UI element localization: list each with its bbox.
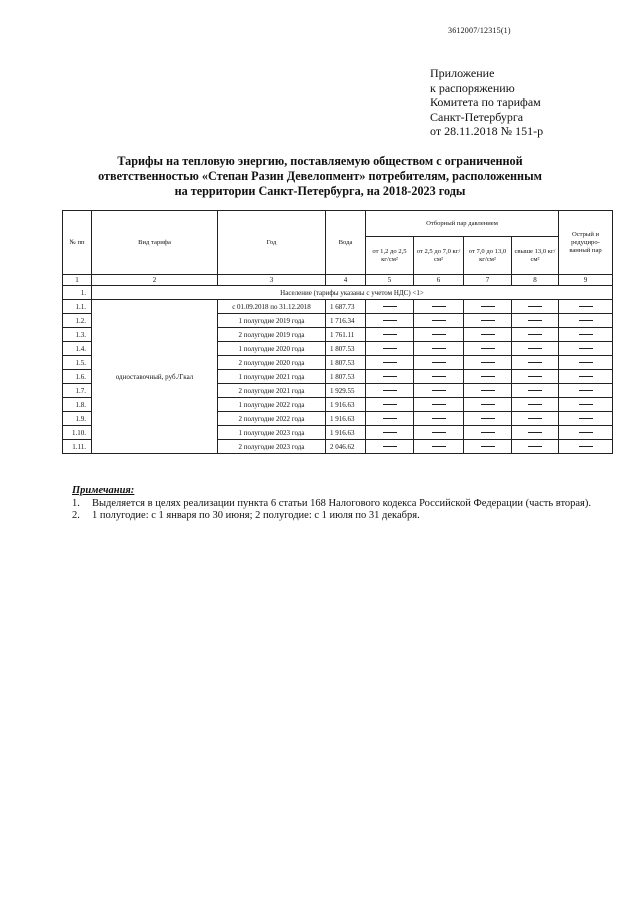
dash-mark bbox=[481, 376, 495, 377]
appendix-line: к распоряжению bbox=[430, 80, 515, 95]
water-value-cell: 1 929.55 bbox=[326, 384, 366, 398]
appendix-block bbox=[430, 66, 543, 139]
dash-mark bbox=[579, 446, 593, 447]
dash-mark bbox=[481, 320, 495, 321]
table-row bbox=[63, 300, 613, 314]
dash-mark bbox=[528, 306, 542, 307]
empty-value-cell bbox=[559, 412, 613, 426]
dash-mark bbox=[528, 362, 542, 363]
empty-value-cell bbox=[512, 342, 559, 356]
period-cell: 2 полугодие 2019 года bbox=[218, 328, 326, 342]
column-number: 6 bbox=[414, 275, 464, 286]
water-value-cell: 1 716.34 bbox=[326, 314, 366, 328]
dash-mark bbox=[383, 418, 397, 419]
column-number: 2 bbox=[92, 275, 218, 286]
dash-mark bbox=[579, 404, 593, 405]
empty-value-cell bbox=[414, 440, 464, 454]
header-sharp-steam: Острый и редуциро-ванный пар bbox=[559, 211, 613, 275]
appendix-line: Комитета по тарифам bbox=[430, 95, 541, 109]
header-water: Вода bbox=[326, 211, 366, 275]
water-value-cell: 1 807.53 bbox=[326, 370, 366, 384]
empty-value-cell bbox=[464, 384, 512, 398]
period-cell: с 01.09.2018 по 31.12.2018 bbox=[218, 300, 326, 314]
row-number: 1.5. bbox=[63, 356, 92, 370]
empty-value-cell bbox=[414, 426, 464, 440]
empty-value-cell bbox=[464, 398, 512, 412]
row-number: 1.11. bbox=[63, 440, 92, 454]
note-number: 1. bbox=[72, 497, 80, 509]
empty-value-cell bbox=[559, 370, 613, 384]
dash-mark bbox=[383, 404, 397, 405]
header-year: Год bbox=[218, 211, 326, 275]
section-row bbox=[63, 286, 613, 300]
dash-mark bbox=[432, 446, 446, 447]
dash-mark bbox=[579, 432, 593, 433]
dash-mark bbox=[528, 446, 542, 447]
empty-value-cell bbox=[414, 328, 464, 342]
column-number: 9 bbox=[559, 275, 613, 286]
header-steam-2: от 2,5 до 7,0 кг/см² bbox=[414, 237, 464, 275]
period-cell: 1 полугодие 2023 года bbox=[218, 426, 326, 440]
tariffs-table bbox=[62, 210, 613, 454]
dash-mark bbox=[481, 348, 495, 349]
dash-mark bbox=[481, 334, 495, 335]
dash-mark bbox=[481, 390, 495, 391]
notes-title: Примечания: bbox=[72, 485, 135, 496]
note-item bbox=[72, 498, 591, 511]
document-title bbox=[70, 154, 570, 199]
empty-value-cell bbox=[559, 426, 613, 440]
water-value-cell: 1 807.53 bbox=[326, 342, 366, 356]
dash-mark bbox=[579, 348, 593, 349]
column-number: 5 bbox=[366, 275, 414, 286]
empty-value-cell bbox=[464, 426, 512, 440]
empty-value-cell bbox=[559, 342, 613, 356]
dash-mark bbox=[481, 432, 495, 433]
empty-value-cell bbox=[366, 356, 414, 370]
period-cell: 1 полугодие 2020 года bbox=[218, 342, 326, 356]
dash-mark bbox=[528, 348, 542, 349]
header-steam-4: свыше 13,0 кг/см² bbox=[512, 237, 559, 275]
empty-value-cell bbox=[512, 314, 559, 328]
empty-value-cell bbox=[464, 300, 512, 314]
empty-value-cell bbox=[559, 384, 613, 398]
dash-mark bbox=[432, 418, 446, 419]
dash-mark bbox=[579, 362, 593, 363]
empty-value-cell bbox=[512, 300, 559, 314]
dash-mark bbox=[528, 432, 542, 433]
header-steam-1: от 1,2 до 2,5 кг/см² bbox=[366, 237, 414, 275]
period-cell: 2 полугодие 2022 года bbox=[218, 412, 326, 426]
empty-value-cell bbox=[464, 328, 512, 342]
empty-value-cell bbox=[464, 440, 512, 454]
dash-mark bbox=[383, 376, 397, 377]
header-num: № пп bbox=[63, 211, 92, 275]
dash-mark bbox=[481, 446, 495, 447]
dash-mark bbox=[383, 362, 397, 363]
title-line: Тарифы на тепловую энергию, поставляемую обществом с ограниченной bbox=[117, 154, 523, 168]
row-number: 1.3. bbox=[63, 328, 92, 342]
dash-mark bbox=[432, 390, 446, 391]
water-value-cell: 2 046.62 bbox=[326, 440, 366, 454]
empty-value-cell bbox=[559, 328, 613, 342]
dash-mark bbox=[383, 334, 397, 335]
period-cell: 1 полугодие 2022 года bbox=[218, 398, 326, 412]
empty-value-cell bbox=[559, 300, 613, 314]
empty-value-cell bbox=[414, 314, 464, 328]
dash-mark bbox=[481, 404, 495, 405]
header-tariff-type: Вид тарифа bbox=[92, 211, 218, 275]
empty-value-cell bbox=[414, 300, 464, 314]
document-number: 3612007/12315(1) bbox=[448, 26, 511, 35]
dash-mark bbox=[432, 376, 446, 377]
empty-value-cell bbox=[366, 426, 414, 440]
row-number: 1.2. bbox=[63, 314, 92, 328]
row-number: 1.6. bbox=[63, 370, 92, 384]
note-text: 1 полугодие: с 1 января по 30 июня; 2 полугодие: с 1 июля по 31 декабря. bbox=[92, 510, 420, 521]
dash-mark bbox=[579, 418, 593, 419]
dash-mark bbox=[383, 306, 397, 307]
column-number: 8 bbox=[512, 275, 559, 286]
dash-mark bbox=[579, 320, 593, 321]
column-number: 1 bbox=[63, 275, 92, 286]
empty-value-cell bbox=[366, 384, 414, 398]
dash-mark bbox=[432, 348, 446, 349]
column-number: 7 bbox=[464, 275, 512, 286]
dash-mark bbox=[481, 306, 495, 307]
water-value-cell: 1 687.73 bbox=[326, 300, 366, 314]
empty-value-cell bbox=[366, 342, 414, 356]
empty-value-cell bbox=[559, 356, 613, 370]
section-number: 1. bbox=[63, 286, 92, 300]
dash-mark bbox=[579, 334, 593, 335]
empty-value-cell bbox=[512, 384, 559, 398]
period-cell: 2 полугодие 2020 года bbox=[218, 356, 326, 370]
dash-mark bbox=[579, 376, 593, 377]
period-cell: 2 полугодие 2021 года bbox=[218, 384, 326, 398]
empty-value-cell bbox=[464, 314, 512, 328]
empty-value-cell bbox=[366, 314, 414, 328]
title-line: ответственностью «Степан Разин Девелопмент» потребителям, расположенным bbox=[98, 169, 542, 183]
empty-value-cell bbox=[464, 356, 512, 370]
column-number: 3 bbox=[218, 275, 326, 286]
dash-mark bbox=[432, 432, 446, 433]
row-number: 1.1. bbox=[63, 300, 92, 314]
row-number: 1.10. bbox=[63, 426, 92, 440]
appendix-line: от 28.11.2018 № 151-р bbox=[430, 124, 544, 138]
empty-value-cell bbox=[559, 314, 613, 328]
row-number: 1.8. bbox=[63, 398, 92, 412]
notes-block bbox=[72, 485, 591, 523]
empty-value-cell bbox=[414, 342, 464, 356]
empty-value-cell bbox=[512, 328, 559, 342]
note-text: Выделяется в целях реализации пункта 6 статьи 168 Налогового кодекса Российской Федерации (часть вторая). bbox=[92, 497, 592, 509]
dash-mark bbox=[481, 362, 495, 363]
empty-value-cell bbox=[366, 328, 414, 342]
empty-value-cell bbox=[464, 342, 512, 356]
appendix-line: Санкт-Петербурга bbox=[430, 109, 524, 124]
column-number: 4 bbox=[326, 275, 366, 286]
empty-value-cell bbox=[559, 440, 613, 454]
empty-value-cell bbox=[366, 300, 414, 314]
empty-value-cell bbox=[366, 412, 414, 426]
note-number: 2. bbox=[72, 510, 80, 521]
dash-mark bbox=[528, 390, 542, 391]
dash-mark bbox=[383, 320, 397, 321]
column-numbers-row bbox=[63, 275, 613, 286]
empty-value-cell bbox=[512, 426, 559, 440]
tariff-name-cell: одноставочный, руб./Гкал bbox=[92, 300, 218, 454]
appendix-line: Приложение bbox=[430, 66, 495, 80]
water-value-cell: 1 916.63 bbox=[326, 426, 366, 440]
empty-value-cell bbox=[414, 370, 464, 384]
dash-mark bbox=[383, 390, 397, 391]
dash-mark bbox=[528, 334, 542, 335]
empty-value-cell bbox=[414, 412, 464, 426]
empty-value-cell bbox=[512, 398, 559, 412]
note-item bbox=[72, 510, 591, 523]
dash-mark bbox=[528, 418, 542, 419]
water-value-cell: 1 807.53 bbox=[326, 356, 366, 370]
section-label: Население (тарифы указаны с учетом НДС) <1> bbox=[92, 286, 613, 300]
empty-value-cell bbox=[464, 370, 512, 384]
header-steam-3: от 7,0 до 13,0 кг/см² bbox=[464, 237, 512, 275]
water-value-cell: 1 916.63 bbox=[326, 412, 366, 426]
empty-value-cell bbox=[366, 398, 414, 412]
period-cell: 1 полугодие 2021 года bbox=[218, 370, 326, 384]
dash-mark bbox=[528, 376, 542, 377]
empty-value-cell bbox=[414, 356, 464, 370]
empty-value-cell bbox=[414, 398, 464, 412]
dash-mark bbox=[432, 362, 446, 363]
row-number: 1.7. bbox=[63, 384, 92, 398]
title-line: на территории Санкт-Петербурга, на 2018-2023 годы bbox=[174, 184, 466, 198]
row-number: 1.9. bbox=[63, 412, 92, 426]
dash-mark bbox=[528, 320, 542, 321]
empty-value-cell bbox=[512, 440, 559, 454]
water-value-cell: 1 916.63 bbox=[326, 398, 366, 412]
period-cell: 1 полугодие 2019 года bbox=[218, 314, 326, 328]
empty-value-cell bbox=[464, 412, 512, 426]
row-number: 1.4. bbox=[63, 342, 92, 356]
dash-mark bbox=[383, 348, 397, 349]
dash-mark bbox=[528, 404, 542, 405]
dash-mark bbox=[481, 418, 495, 419]
dash-mark bbox=[432, 306, 446, 307]
empty-value-cell bbox=[512, 412, 559, 426]
dash-mark bbox=[383, 432, 397, 433]
empty-value-cell bbox=[512, 356, 559, 370]
empty-value-cell bbox=[414, 384, 464, 398]
dash-mark bbox=[383, 446, 397, 447]
empty-value-cell bbox=[512, 370, 559, 384]
dash-mark bbox=[432, 320, 446, 321]
water-value-cell: 1 761.11 bbox=[326, 328, 366, 342]
dash-mark bbox=[579, 390, 593, 391]
header-steam-group: Отборный пар давлением bbox=[366, 211, 559, 237]
empty-value-cell bbox=[366, 370, 414, 384]
dash-mark bbox=[432, 404, 446, 405]
dash-mark bbox=[579, 306, 593, 307]
empty-value-cell bbox=[559, 398, 613, 412]
period-cell: 2 полугодие 2023 года bbox=[218, 440, 326, 454]
empty-value-cell bbox=[366, 440, 414, 454]
dash-mark bbox=[432, 334, 446, 335]
